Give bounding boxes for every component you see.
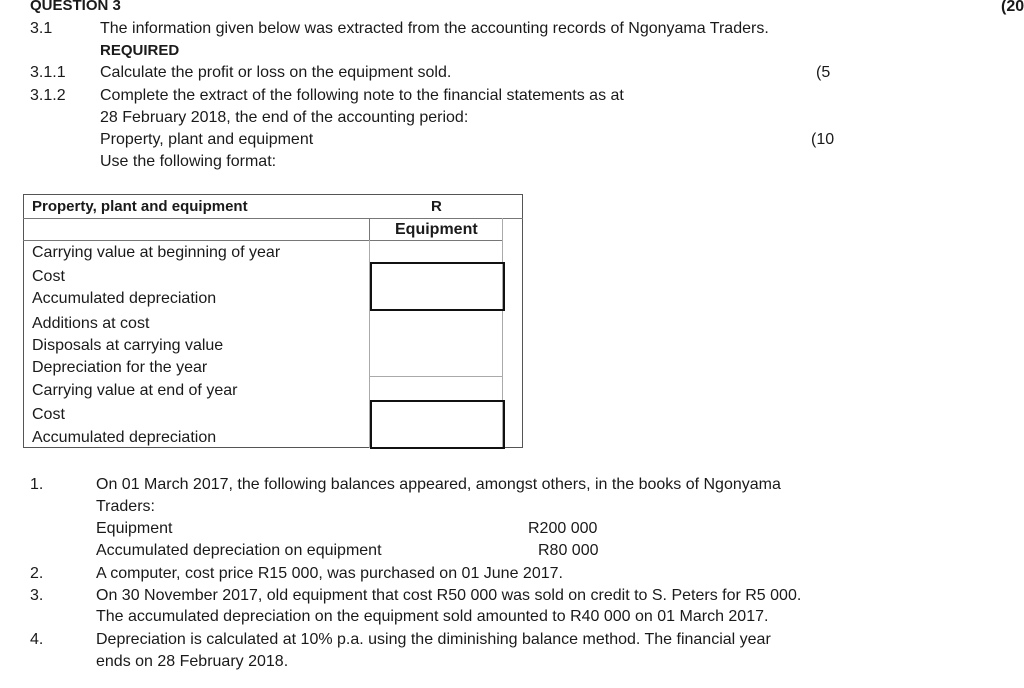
- task-number: 3.1.1: [30, 64, 66, 81]
- balance-value: R80 000: [538, 542, 599, 559]
- question-total-marks: (20: [1001, 0, 1024, 15]
- info-text: Traders:: [96, 498, 155, 515]
- info-number: 2.: [30, 565, 44, 582]
- table-row-label: Additions at cost: [32, 315, 150, 332]
- table-row-label: Depreciation for the year: [32, 359, 208, 376]
- table-row-label: Carrying value at beginning of year: [32, 244, 281, 261]
- table-row-label: Cost: [32, 268, 65, 285]
- answer-box[interactable]: [370, 262, 505, 311]
- table-row-label: Accumulated depreciation: [32, 290, 217, 307]
- info-number: 3.: [30, 587, 44, 604]
- info-text: The accumulated depreciation on the equipment sold amounted to R40 000 on 01 March 2017.: [96, 608, 769, 625]
- balance-label: Equipment: [96, 520, 173, 537]
- answer-box[interactable]: [370, 400, 505, 449]
- task-text: 28 February 2018, the end of the accounting period:: [100, 109, 469, 126]
- table-row-label: Cost: [32, 406, 65, 423]
- table-row-label: Carrying value at end of year: [32, 382, 238, 399]
- intro-text: The information given below was extracted from the accounting records of Ngonyama Traders.: [100, 20, 769, 37]
- task-marks: (5: [816, 64, 831, 81]
- table-title: Property, plant and equipment: [32, 198, 248, 215]
- task-marks: (10: [811, 131, 835, 148]
- table-divider: [369, 218, 370, 240]
- task-number: 3.1.2: [30, 87, 66, 104]
- task-text: Use the following format:: [100, 153, 277, 170]
- question-title: QUESTION 3: [30, 0, 121, 14]
- info-text: Depreciation is calculated at 10% p.a. using the diminishing balance method. The financial year: [96, 631, 771, 648]
- info-text: ends on 28 February 2018.: [96, 653, 289, 670]
- info-text: On 01 March 2017, the following balances appeared, amongst others, in the books of Ngonyama: [96, 476, 781, 493]
- table-divider: [23, 218, 523, 219]
- info-number: 1.: [30, 476, 44, 493]
- info-text: On 30 November 2017, old equipment that cost R50 000 was sold on credit to S. Peters for R5 000.: [96, 587, 802, 604]
- info-number: 4.: [30, 631, 44, 648]
- intro-number: 3.1: [30, 20, 53, 37]
- balance-value: R200 000: [528, 520, 598, 537]
- task-text: Calculate the profit or loss on the equipment sold.: [100, 64, 452, 81]
- table-divider: [23, 240, 503, 241]
- info-text: A computer, cost price R15 000, was purchased on 01 June 2017.: [96, 565, 563, 582]
- required-heading: REQUIRED: [100, 42, 180, 59]
- table-column-header: Equipment: [395, 221, 478, 238]
- table-currency: R: [431, 198, 442, 215]
- table-row-label: Disposals at carrying value: [32, 337, 224, 354]
- balance-label: Accumulated depreciation on equipment: [96, 542, 382, 559]
- task-text: Property, plant and equipment: [100, 131, 314, 148]
- table-divider: [369, 376, 503, 377]
- task-text: Complete the extract of the following note to the financial statements as at: [100, 87, 624, 104]
- table-row-label: Accumulated depreciation: [32, 429, 217, 446]
